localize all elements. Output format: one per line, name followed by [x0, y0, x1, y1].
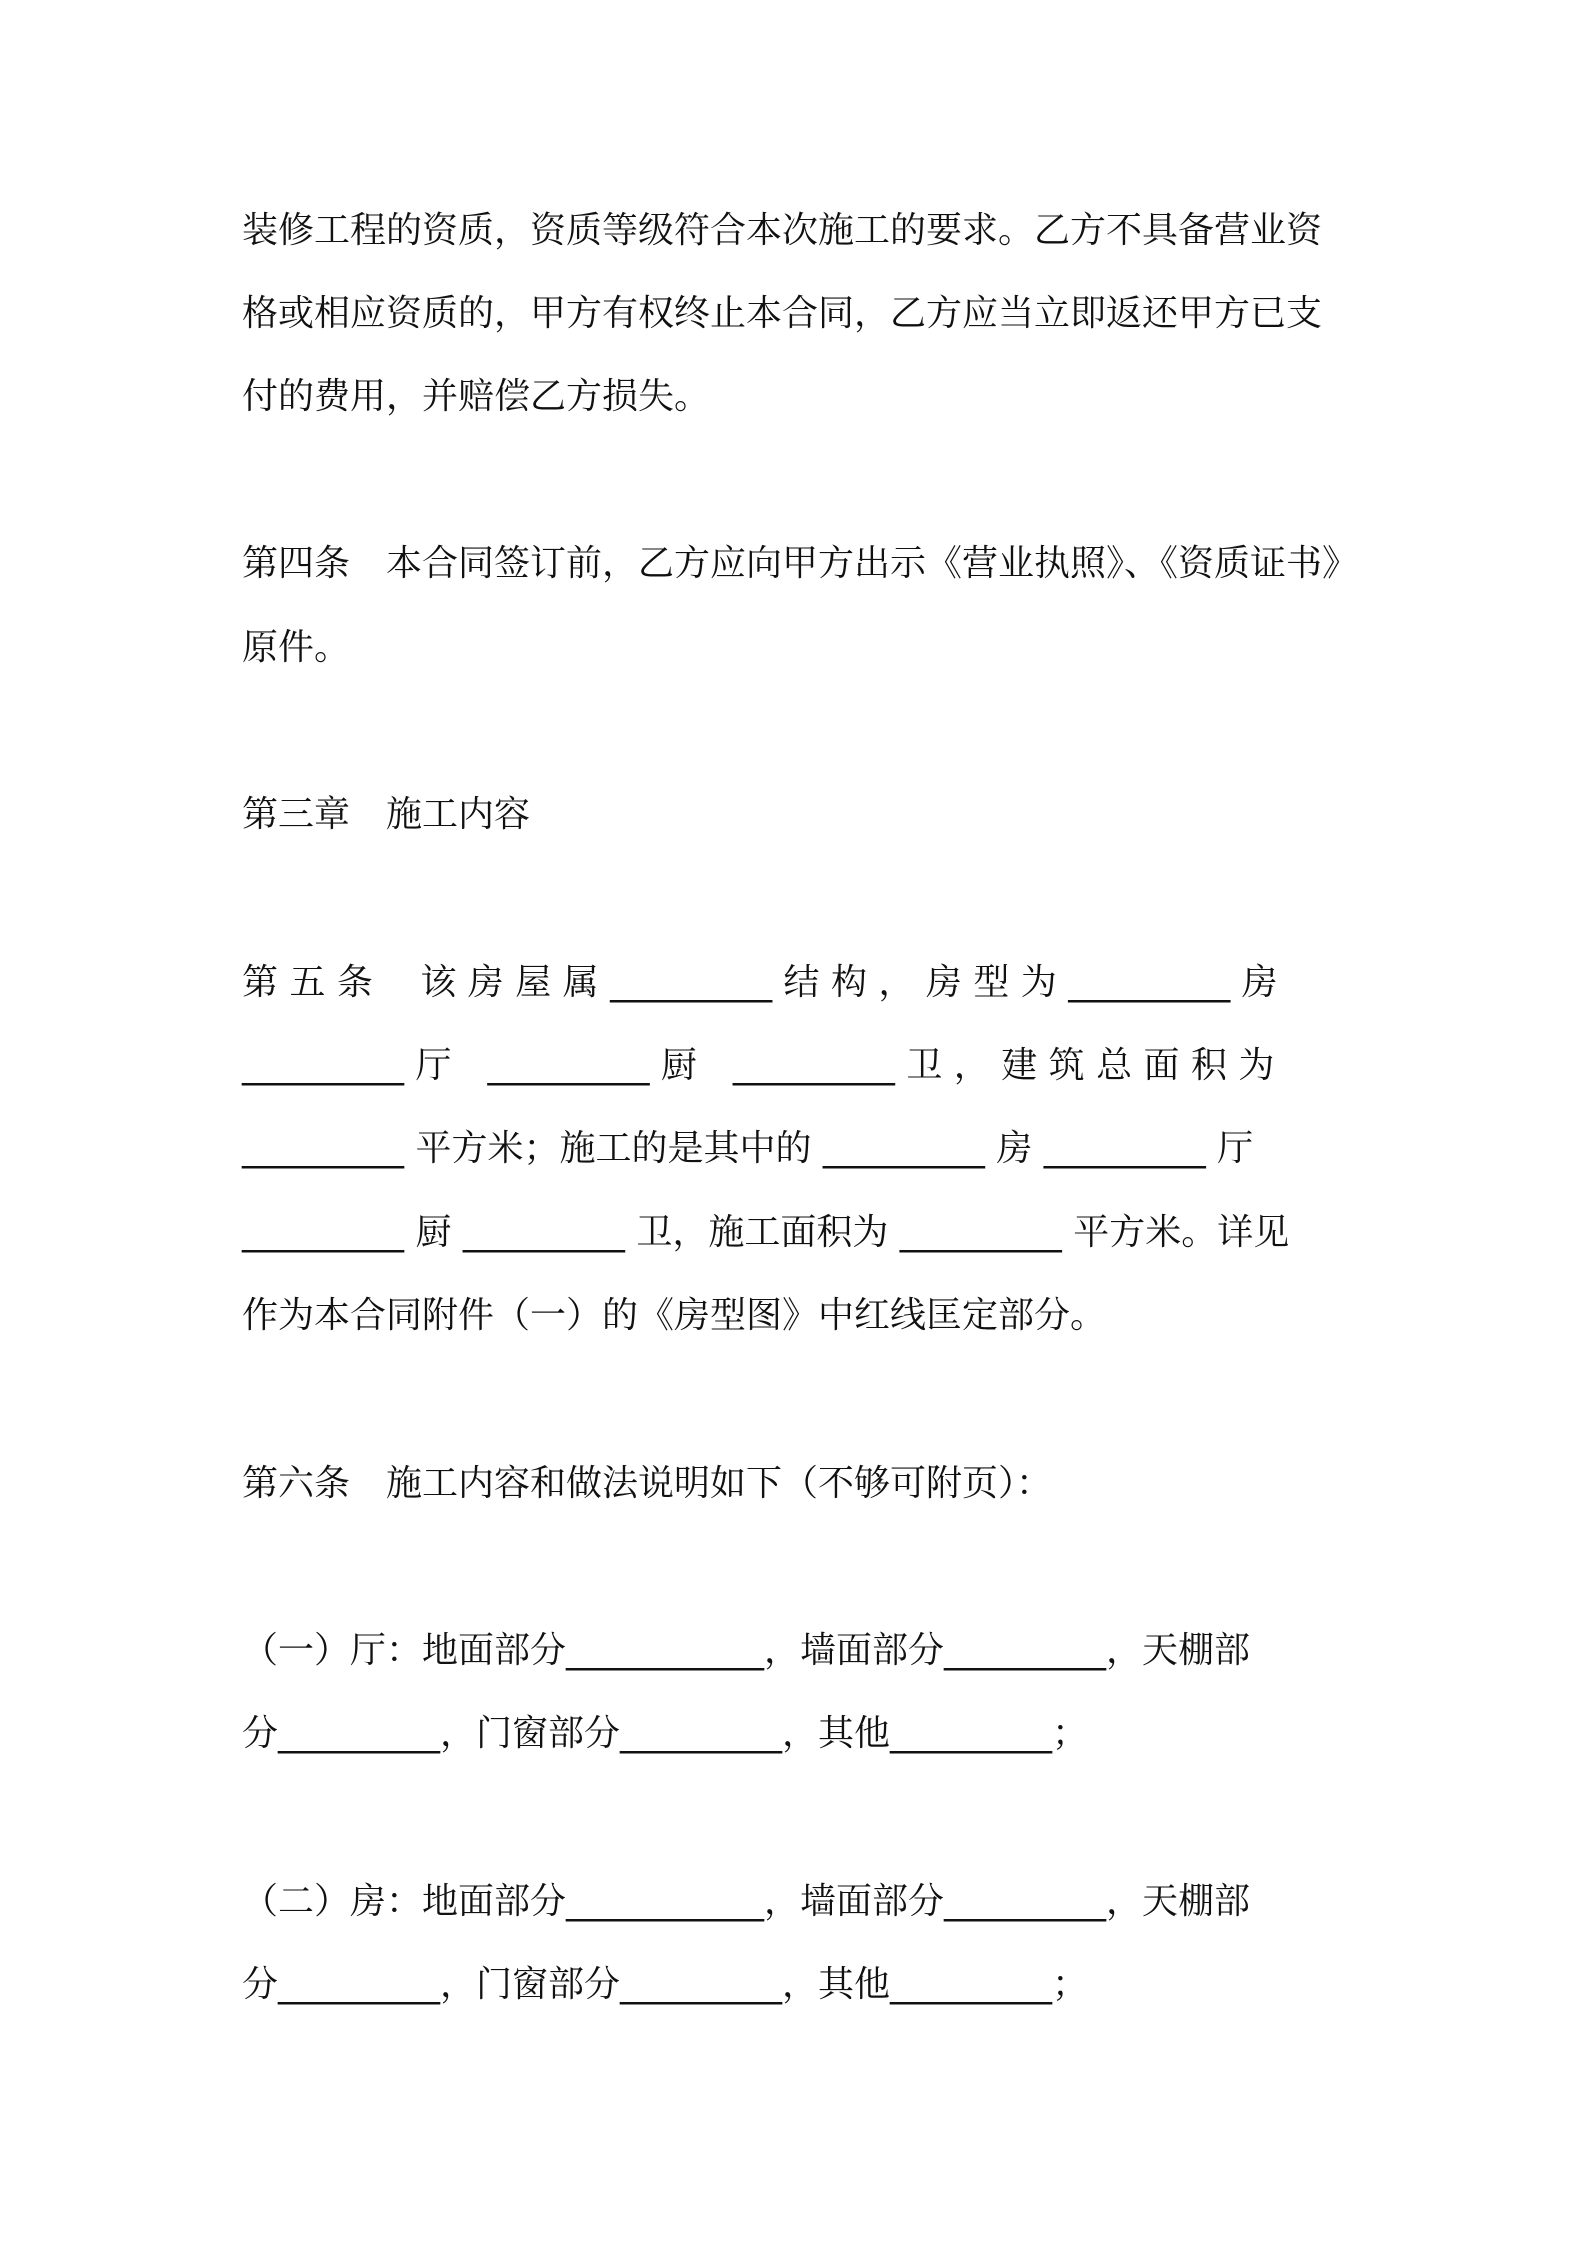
article-5-line-2: _________ 厅 _________ 厨 _________ 卫 ， 建 筑 总 面 积 为: [242, 1045, 1275, 1086]
article-6-heading: 第六条 施工内容和做法说明如下（不够可附页）：: [242, 1463, 1053, 1504]
article-5-line-1: 第 五 条 该 房 屋 属 _________ 结 构 ， 房 型 为 _________ 房: [242, 962, 1278, 1003]
chapter-3-heading: 第三章 施工内容: [242, 794, 531, 835]
paragraph-qualification-line-1: 装修工程的资质，资质等级符合本次施工的要求。乙方不具备营业资: [242, 210, 1323, 251]
article-5-line-4: _________ 厨 _________ 卫，施工面积为 _________ 平方米。详见: [242, 1212, 1290, 1253]
item-2-room-line-2: 分_________，门窗部分_________，其他_________；: [242, 1964, 1089, 2005]
paragraph-qualification-line-3: 付的费用，并赔偿乙方损失。: [242, 376, 711, 417]
item-1-hall-line-2: 分_________，门窗部分_________，其他_________；: [242, 1713, 1089, 1754]
article-5-line-3: _________ 平方米；施工的是其中的 _________ 房 _________ 厅: [242, 1128, 1254, 1169]
item-2-room-line-1: （二）房：地面部分___________，墙面部分_________，天棚部: [242, 1881, 1251, 1922]
paragraph-qualification-line-2: 格或相应资质的，甲方有权终止本合同，乙方应当立即返还甲方已支: [242, 293, 1323, 334]
article-4-line-2: 原件。: [242, 627, 351, 668]
item-1-hall-line-1: （一）厅：地面部分___________，墙面部分_________，天棚部: [242, 1630, 1251, 1671]
article-5-line-5: 作为本合同附件（一）的《房型图》中红线匡定部分。: [242, 1295, 1107, 1336]
article-4-line-1: 第四条 本合同签订前，乙方应向甲方出示《营业执照》、《资质证书》: [242, 543, 1359, 584]
